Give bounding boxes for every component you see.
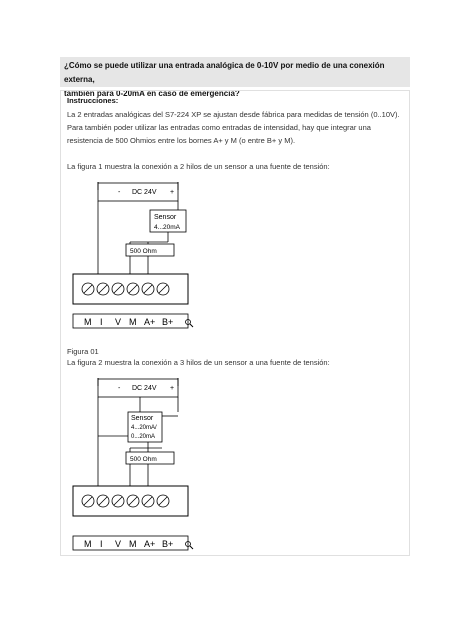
fig2-sensor-range1: 4...20mA/ [131,425,157,431]
fig2-terminal-1: I [100,539,103,549]
fig1-sensor-label: Sensor [154,214,177,221]
fig1-terminal-1: I [100,317,103,327]
fig1-resistor-label: 500 Ohm [130,248,157,255]
fig1-terminal-3: M [129,317,137,327]
fig2-minus: - [118,385,121,392]
fig1-terminal-0: M [84,317,92,327]
fig2-terminal-0: M [84,539,92,549]
fig2-terminal-4: A+ [144,539,156,549]
fig1-terminal-5: B+ [162,317,174,327]
fig2-resistor-label: 500 Ohm [130,456,157,463]
fig2-sensor-range2: 0...20mA [131,434,156,440]
figure2-intro: La figura 2 muestra la conexión a 3 hilos de un sensor a una fuente de tensión: [67,358,330,367]
fig1-plus: + [170,189,175,196]
question-line-2: también para 0-20mA en caso de emergencia? [64,89,240,98]
fig2-sensor-label: Sensor [131,415,154,422]
figure2-diagram [68,376,198,556]
fig2-terminal-5: B+ [162,539,174,549]
fig1-terminal-4: A+ [144,317,156,327]
fig1-sensor-range: 4...20mA [154,224,181,231]
fig2-terminal-3: M [129,539,137,549]
fig1-minus: - [118,189,121,196]
fig2-supply-label: DC 24V [132,385,157,392]
fig2-plus: + [170,385,175,392]
fig1-terminal-2: V [115,317,122,327]
fig1-supply-label: DC 24V [132,189,157,196]
question-box [60,57,410,98]
instructions-title: Instrucciones: [67,96,119,105]
figure1-diagram [68,180,198,330]
question-line-1: ¿Cómo se puede utilizar una entrada analógica de 0-10V por medio de una conexión externa, [64,61,385,84]
figure1-caption: Figura 01 [67,347,99,356]
fig2-terminal-2: V [115,539,122,549]
instructions-paragraph: La 2 entradas analógicas del S7-224 XP se ajustan desde fábrica para medidas de tensión (0..10V). Para también poder utilizar las entradas como entradas de intensidad, hay que integrar una resistencia de 500 Ohmios entre los bornes A+ y M (o entre B+ y M). [67,110,400,145]
figure1-intro: La figura 1 muestra la conexión a 2 hilos de un sensor a una fuente de tensión: [67,162,330,171]
